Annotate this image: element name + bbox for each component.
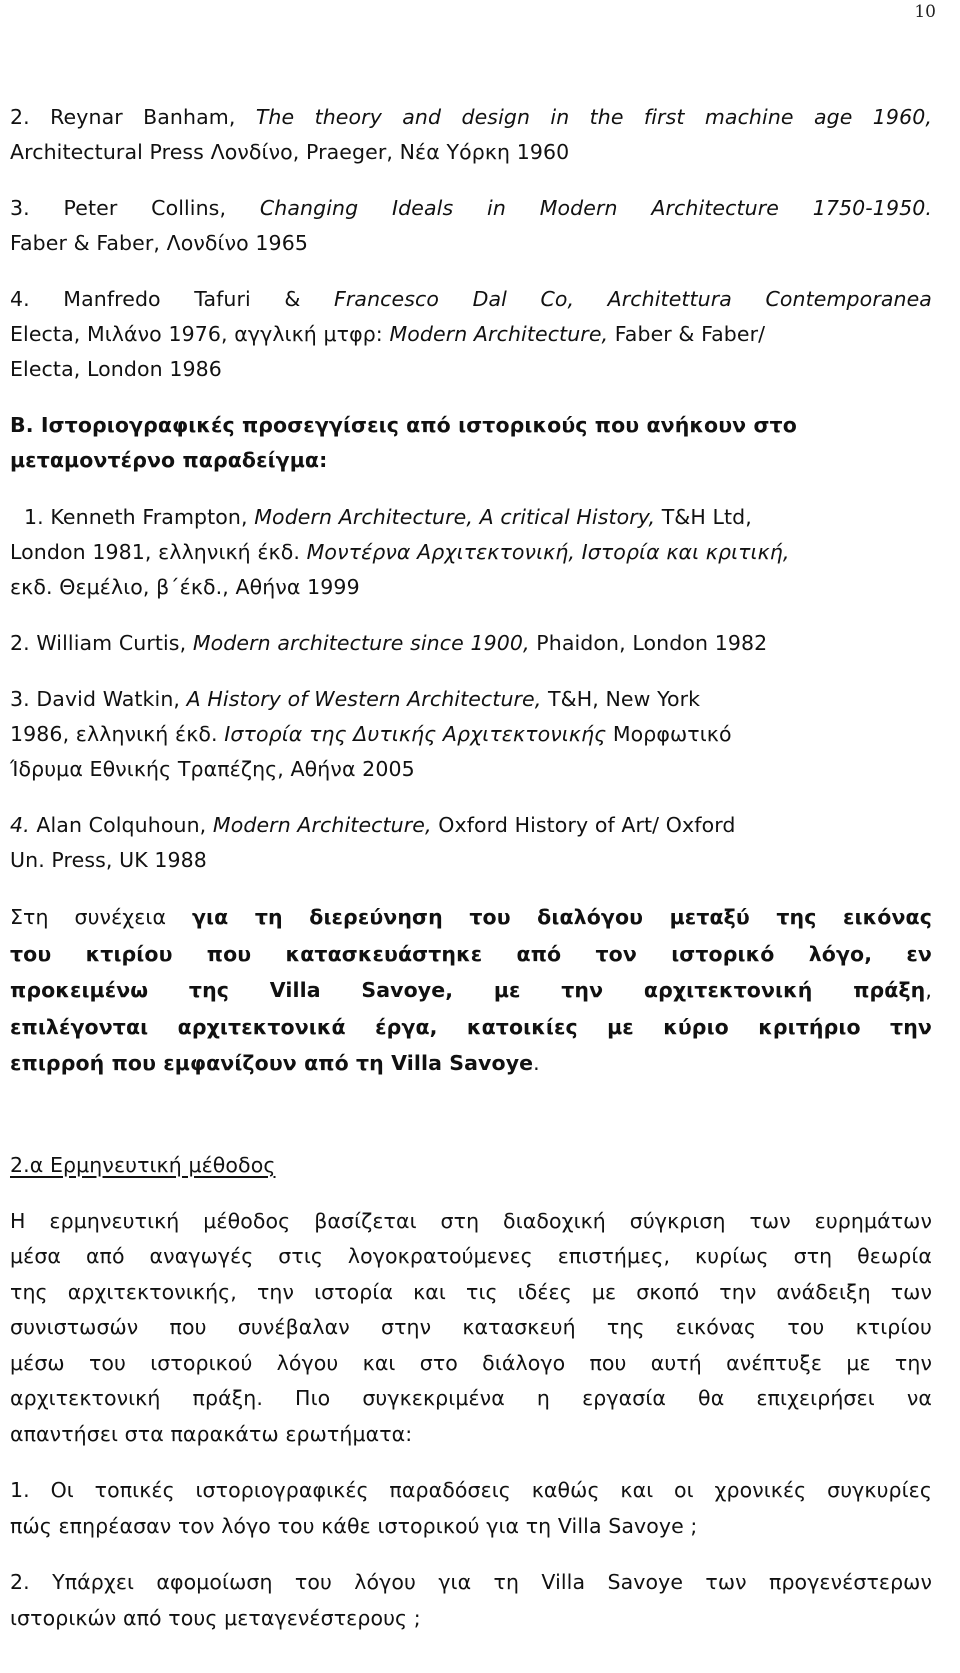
bibliography-line: [10, 570, 932, 605]
item-author: Peter Collins,: [63, 196, 227, 220]
paragraph-line: συνιστωσών που συνέβαλαν στην κατασκευή της εικόνας του κτιρίου: [10, 1315, 932, 1339]
item-title: Modern Architecture,: [389, 322, 609, 346]
bibliography-item: [10, 682, 932, 787]
page-number: 10: [914, 2, 936, 22]
item-author: Reynar Banham,: [50, 105, 236, 129]
paragraph-line: [10, 1009, 932, 1046]
item-number: 3.: [10, 196, 30, 220]
question-item: [10, 1473, 932, 1544]
bold-text: για τη διερεύνηση του διαλόγου μεταξύ της εικόνας: [191, 905, 932, 929]
question-item: [10, 1565, 932, 1636]
bold-text: του κτιρίου που κατασκευάστηκε από τον ιστορικό λόγο, εν: [10, 941, 932, 966]
section-heading-line: Β. Ιστοριογραφικές προσεγγίσεις από ιστορικούς που ανήκουν στο: [10, 413, 797, 437]
item-number: 2.: [10, 631, 30, 655]
bibliography-line: [10, 191, 932, 226]
paragraph-line: Η ερμηνευτική μέθοδος βασίζεται στη διαδοχική σύγκριση των ευρημάτων: [10, 1208, 932, 1233]
bibliography-item: [10, 626, 932, 661]
item-author: Alan Colquhoun,: [36, 813, 207, 837]
item-number: 1.: [24, 505, 44, 529]
section-heading-line: μεταμοντέρνο παραδείγμα:: [10, 448, 328, 472]
paragraph-line: [10, 936, 932, 973]
bibliography-line: [10, 226, 932, 261]
bold-text: επιρροή που εμφανίζουν από τη Villa Savoye: [10, 1051, 534, 1075]
bibliography-line: [10, 717, 932, 752]
bibliography-line: [10, 500, 932, 535]
item-number: 4.: [10, 287, 30, 311]
item-publisher: Oxford History of Art/ Oxford: [438, 813, 736, 837]
bibliography-line: [10, 352, 932, 387]
bibliography-line: [10, 808, 932, 843]
document-body: [10, 100, 932, 1657]
bibliography-line: [10, 843, 932, 878]
bold-text: προκειμένω της Villa Savoye, με την αρχιτεκτονική πράξη: [10, 978, 926, 1002]
bibliography-item: [10, 100, 932, 170]
item-title: The theory and design in the first machine age 1960,: [255, 105, 932, 129]
paragraph-line: αρχιτεκτονική πράξη. Πιο συγκεκριμένα η εργασία θα επιχειρήσει να: [10, 1386, 932, 1410]
item-publisher: 1986, ελληνική έκδ.: [10, 722, 218, 746]
item-publisher: Electa, London 1986: [10, 357, 222, 381]
paragraph-line: μέσω του ιστορικού λόγου και στο διάλογο που αυτή ανέπτυξε με την: [10, 1350, 932, 1375]
bibliography-line: [10, 317, 932, 352]
item-publisher: Architectural Press Λονδίνο, Praeger, Νέα Υόρκη 1960: [10, 140, 570, 164]
plain-text: Στη συνέχεια: [10, 905, 167, 929]
paragraph-line: μέσα από αναγωγές στις λογοκρατούμενες επιστήμες, κυρίως στη θεωρία: [10, 1244, 932, 1268]
item-title: Μοντέρνα Αρχιτεκτονική, Ιστορία και κριτική,: [306, 540, 790, 564]
bibliography-item: [10, 191, 932, 261]
item-author: William Curtis,: [36, 631, 187, 655]
item-publisher: Ίδρυμα Εθνικής Τραπέζης, Αθήνα 2005: [10, 757, 415, 781]
item-author: Kenneth Frampton,: [50, 505, 248, 529]
method-paragraph: [10, 1204, 932, 1453]
item-publisher: Phaidon, London 1982: [536, 631, 768, 655]
bibliography-item: [10, 500, 932, 605]
item-title: Modern Architecture,: [212, 813, 432, 837]
item-number: 4.: [10, 813, 30, 837]
paragraph-line: απαντήσει στα παρακάτω ερωτήματα:: [10, 1421, 413, 1446]
criteria-paragraph: [10, 899, 932, 1082]
item-publisher: Electa, Μιλάνο 1976, αγγλική μτφρ:: [10, 322, 383, 346]
item-title: Modern architecture since 1900,: [192, 631, 530, 655]
item-publisher: εκδ. Θεμέλιο, β΄έκδ., Αθήνα 1999: [10, 575, 360, 599]
item-publisher: Μορφωτικό: [612, 722, 732, 746]
paragraph-line: 2. Υπάρχει αφομοίωση του λόγου για τη Villa Savoye των προγενέστερων: [10, 1570, 932, 1594]
paragraph-line: ιστορικών από τους μεταγενέστερους ;: [10, 1605, 421, 1630]
bibliography-line: [10, 752, 932, 787]
bibliography-line: [10, 626, 932, 661]
item-publisher: London 1981, ελληνική έκδ.: [10, 540, 301, 564]
item-publisher: Faber & Faber/: [614, 322, 766, 346]
item-title: Changing Ideals in Modern Architecture 1750-1950.: [259, 196, 932, 220]
bibliography-line: [10, 100, 932, 135]
item-publisher: Faber & Faber, Λονδίνο 1965: [10, 231, 308, 255]
item-number: 3.: [10, 687, 30, 711]
paragraph-line: [10, 972, 932, 1009]
section-title: 2.α Ερμηνευτική μέθοδος: [10, 1152, 276, 1177]
paragraph-line: της αρχιτεκτονικής, την ιστορία και τις ιδέες με σκοπό την ανάδειξη των: [10, 1279, 932, 1304]
item-author: Manfredo Tafuri &: [63, 287, 301, 311]
item-title: Modern Architecture, A critical History,: [254, 505, 656, 529]
bibliography-line: [10, 135, 932, 170]
bibliography-line: [10, 282, 932, 317]
bibliography-item: [10, 282, 932, 387]
item-publisher: T&H Ltd,: [661, 505, 752, 529]
item-publisher: Un. Press, UK 1988: [10, 848, 207, 872]
paragraph-line: πώς επηρέασαν τον λόγο του κάθε ιστορικού για τη Villa Savoye ;: [10, 1513, 698, 1538]
paragraph-line: [10, 899, 932, 936]
item-number: 2.: [10, 105, 30, 129]
bibliography-line: [10, 535, 932, 570]
item-author: David Watkin,: [36, 687, 181, 711]
bold-text: επιλέγονται αρχιτεκτονικά έργα, κατοικίες με κύριο κριτήριο την: [10, 1014, 932, 1039]
paragraph-line: [10, 1045, 932, 1082]
section-heading: [10, 408, 932, 478]
item-title: A History of Western Architecture,: [186, 687, 542, 711]
paragraph-line: 1. Οι τοπικές ιστοριογραφικές παραδόσεις καθώς και οι χρονικές συγκυρίες: [10, 1478, 932, 1502]
item-title: Ιστορία της Δυτικής Αρχιτεκτονικής: [224, 722, 607, 746]
item-title: Francesco Dal Co, Architettura Contemporanea: [334, 287, 932, 311]
plain-text: .: [533, 1051, 540, 1075]
plain-text: ,: [925, 978, 932, 1002]
bibliography-line: [10, 682, 932, 717]
item-publisher: T&H, New York: [548, 687, 701, 711]
bibliography-item: [10, 808, 932, 878]
